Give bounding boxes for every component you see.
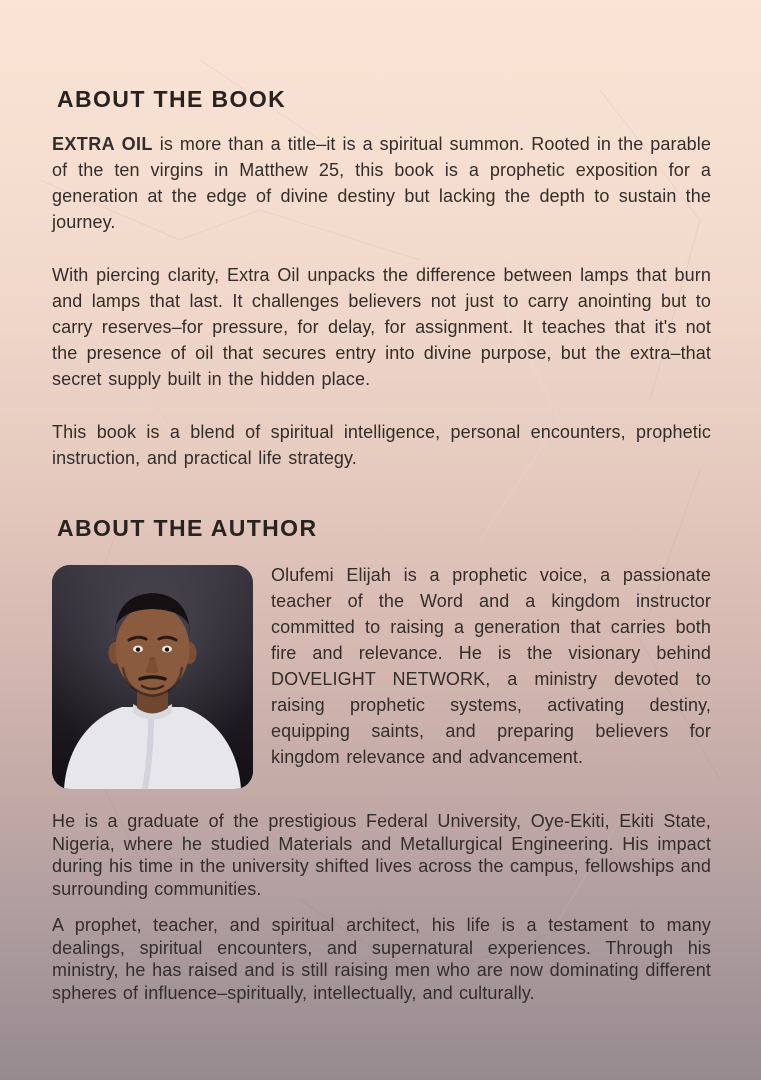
author-paragraph-2: He is a graduate of the prestigious Federal University, Oye-Ekiti, Ekiti State, Nigeria, where he studied Materials and Metallurgical Engineering. His impact during his time in the university shifted lives across the campus, fellowships and surrounding communities. [52, 811, 711, 899]
book-title-lead: EXTRA OIL [52, 134, 153, 154]
book-paragraph-3: This book is a blend of spiritual intelligence, personal encounters, prophetic instruction, and practical life strategy. [52, 422, 711, 468]
book-paragraph-1 [52, 131, 711, 235]
about-author-heading: ABOUT THE AUTHOR [57, 515, 318, 541]
author-photo [52, 565, 253, 789]
author-paragraph-3: A prophet, teacher, and spiritual architect, his life is a testament to many dealings, spiritual encounters, and supernatural experiences. Through his ministry, he has raised and is still raising men who are now dominating different spheres of influence–spiritually, intellectually, and culturally. [52, 915, 711, 1003]
author-paragraph-1: Olufemi Elijah is a prophetic voice, a passionate teacher of the Word and a kingdom instructor committed to raising a generation that carries both fire and relevance. He is the visionary behind DOVELIGHT NETWORK, a ministry devoted to raising prophetic systems, activating destiny, equipping saints, and preparing believers for kingdom relevance and advancement. [271, 565, 711, 767]
book-paragraph-1-text: is more than a title–it is a spiritual summon. Rooted in the parable of the ten virgins in Matthew 25, this book is a prophetic exposition for a generation at the edge of divine destiny but lacking the depth to sustain the journey. [52, 134, 712, 232]
about-book-heading: ABOUT THE BOOK [57, 86, 287, 112]
author-block [52, 562, 711, 795]
book-paragraph-2: With piercing clarity, Extra Oil unpacks the difference between lamps that burn and lamps that last. It challenges believers not just to carry anointing but to carry reserves–for pressure, for delay, for assignment. It teaches that it's not the presence of oil that secures entry into divine purpose, but the extra–that secret supply built in the hidden place. [52, 265, 711, 389]
author-portrait-image [52, 565, 253, 789]
